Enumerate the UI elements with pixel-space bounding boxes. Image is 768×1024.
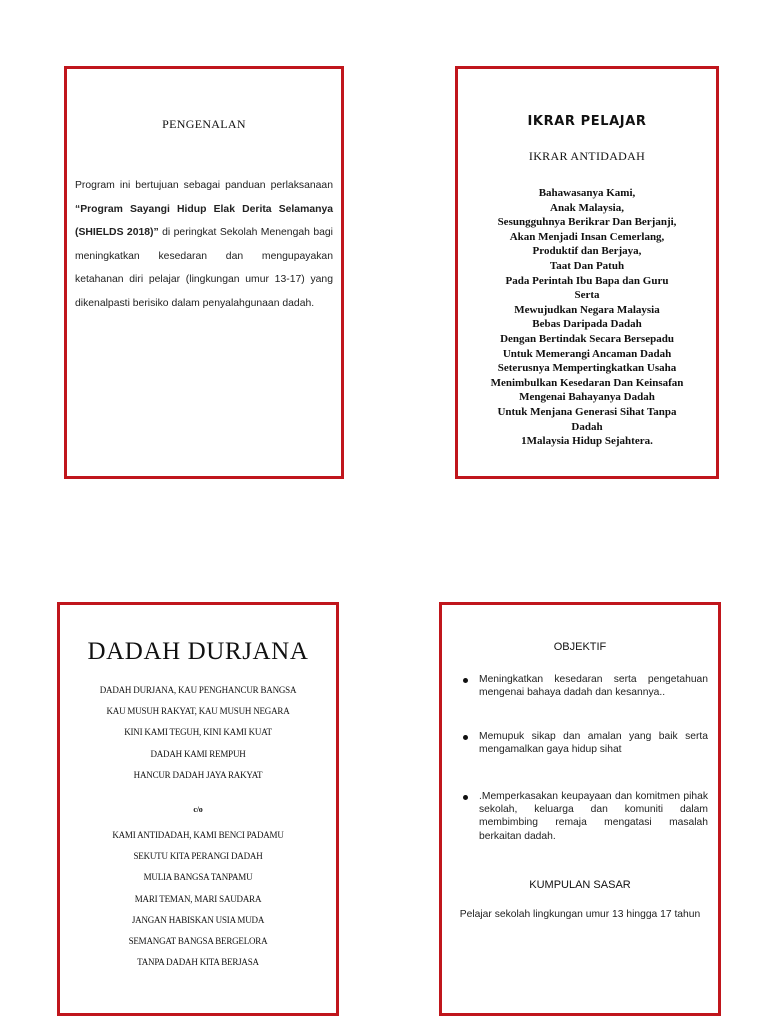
poem-separator: c/o: [193, 804, 203, 814]
ikrar-line: Dadah: [571, 420, 603, 433]
ikrar-line: Bebas Daripada Dadah: [532, 318, 642, 331]
ikrar-line: Seterusnya Mempertingkatkan Usaha: [497, 362, 677, 375]
ikrar-line: 1Malaysia Hidup Sejahtera.: [521, 435, 653, 448]
poem-line: KAMI ANTIDADAH, KAMI BENCI PADAMU: [112, 829, 284, 840]
poem-line: JANGAN HABISKAN USIA MUDA: [131, 914, 265, 925]
pengenalan-title: PENGENALAN: [162, 117, 246, 131]
bullet-icon: [463, 735, 468, 740]
ikrar-line: Anak Malaysia,: [550, 201, 624, 214]
ikrar-line: Akan Menjadi Insan Cemerlang,: [509, 230, 665, 243]
pengenalan-text-before: Program ini bertujuan sebagai panduan perlaksanaan: [75, 180, 333, 191]
ikrar-line: Untuk Menjana Generasi Sihat Tanpa: [497, 405, 677, 418]
ikrar-line: Sesungguhnya Berikrar Dan Berjanji,: [497, 216, 677, 229]
objektif-item-text: .Memperkasakan keupayaan dan komitmen pihak sekolah, keluarga dan komuniti dalam membimbing remaja mengatasi masalah berkaitan dadah.: [479, 790, 708, 842]
ikrar-line: Mewujudkan Negara Malaysia: [514, 303, 660, 316]
poem-line: TANPA DADAH KITA BERJASA: [137, 957, 259, 968]
objektif-title: OBJEKTIF: [553, 641, 607, 653]
poem-line: DADAH DURJANA, KAU PENGHANCUR BANGSA: [99, 685, 297, 695]
dadah-durjana-title: DADAH DURJANA: [87, 638, 309, 665]
objektif-card: [439, 602, 721, 1016]
poem-line: MARI TEMAN, MARI SAUDARA: [134, 893, 262, 904]
bullet-icon: [463, 678, 468, 683]
pengenalan-card: [64, 66, 344, 479]
objektif-item: [452, 790, 708, 844]
ikrar-line: Serta: [574, 289, 600, 302]
pengenalan-text: [75, 174, 333, 315]
poem-line: MULIA BANGSA TANPAMU: [143, 872, 253, 883]
ikrar-line: Bahawasanya Kami,: [538, 187, 636, 199]
poem-line: SEMANGAT BANGSA BERGELORA: [128, 935, 268, 946]
pengenalan-program-name: “Program Sayangi Hidup Elak Derita Selamanya (SHIELDS 2018)”: [75, 203, 333, 238]
objektif-list: [452, 673, 708, 843]
poem-line: HANCUR DADAH JAYA RAKYAT: [133, 769, 263, 780]
ikrar-line: Pada Perintah Ibu Bapa dan Guru: [505, 274, 669, 287]
ikrar-card: [455, 66, 719, 479]
poem-verse-2: [70, 825, 326, 973]
poem-line: KAU MUSUH RAKYAT, KAU MUSUH NEGARA: [106, 706, 290, 717]
ikrar-line: Mengenai Bahayanya Dadah: [519, 391, 655, 404]
ikrar-line: Taat Dan Patuh: [549, 259, 625, 272]
kumpulan-sasar-title: KUMPULAN SASAR: [529, 879, 631, 892]
objektif-item: [452, 673, 708, 700]
pengenalan-text-after: di peringkat Sekolah Menengah bagi meningkatkan kesedaran dan mengupayakan ketahanan diri pelajar (lingkungan umur 13-17) yang dikenalpasti berisiko dalam penyalahgunaan dadah.: [75, 227, 333, 309]
ikrar-line: Produktif dan Berjaya,: [532, 245, 642, 258]
objektif-item: [452, 730, 708, 757]
objektif-item-text: Memupuk sikap dan amalan yang baik serta mengamalkan gaya hidup sihat: [479, 730, 708, 756]
kumpulan-sasar-text: Pelajar sekolah lingkungan umur 13 hingga 17 tahun: [459, 909, 701, 921]
ikrar-subtitle: IKRAR ANTIDADAH: [528, 149, 646, 163]
poem-line: KINI KAMI TEGUH, KINI KAMI KUAT: [124, 727, 272, 738]
ikrar-line: Dengan Bertindak Secara Bersepadu: [500, 332, 674, 345]
objektif-item-text: Meningkatkan kesedaran serta pengetahuan mengenai bahaya dadah dan kesannya..: [479, 674, 708, 699]
ikrar-title: IKRAR PELAJAR: [527, 114, 647, 129]
ikrar-line: Menimbulkan Kesedaran Dan Keinsafan: [490, 376, 684, 389]
dadah-durjana-card: [57, 602, 339, 1016]
poem-line: DADAH KAMI REMPUH: [150, 748, 246, 759]
bullet-icon: [463, 795, 468, 800]
ikrar-pledge-text: [468, 186, 706, 449]
poem: [70, 680, 326, 973]
poem-line: SEKUTU KITA PERANGI DADAH: [133, 851, 263, 862]
ikrar-line: Untuk Memerangi Ancaman Dadah: [502, 347, 672, 360]
poem-verse-1: [70, 680, 326, 786]
